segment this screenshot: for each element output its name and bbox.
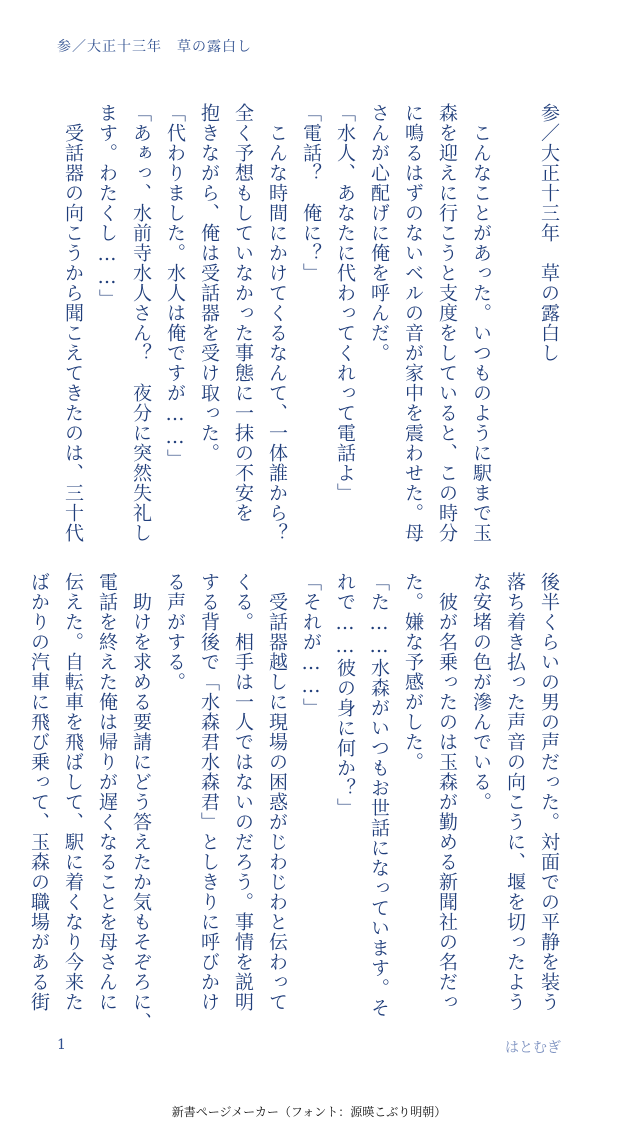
text-column: ばかりの汽車に飛び乗って、玉森の職場がある街 — [28, 572, 50, 1012]
text-column: 落ち着き払った声音の向こうに、堰を切ったよう — [504, 572, 526, 1012]
text-column: 「それが……」 — [300, 572, 322, 718]
text-column: 電話を終えた俺は帰りが遅くなることを母さんに — [96, 572, 118, 1012]
text-column: 彼が名乗ったのは玉森が勤める新聞社の名だっ — [436, 572, 458, 1012]
text-column: る声がする。 — [164, 572, 186, 692]
text-column: くる。相手は一人ではないのだろう。事情を説明 — [232, 572, 254, 1012]
text-block-bottom — [22, 572, 566, 1032]
text-column: 受話器越しに現場の困惑がじわじわと伝わって — [266, 572, 288, 1012]
text-column: 森を迎えに行こうと支度をしていると、この時分 — [436, 103, 458, 543]
title-spacer — [498, 103, 532, 523]
text-column: 助けを求める要請にどう答えたか気もそぞろに、 — [130, 572, 152, 1032]
text-column: 後半くらいの男の声だった。対面での平静を装う — [538, 572, 560, 1012]
page-number: 1 — [57, 1037, 66, 1053]
text-column: 受話器の向こうから聞こえてきたのは、三十代 — [62, 103, 84, 543]
text-column: する背後で「水森君水森君」としきりに呼びかけ — [198, 572, 220, 1012]
text-column: 「代わりました。水人は俺ですが……」 — [164, 103, 186, 469]
text-column: な安堵の色が滲んでいる。 — [470, 572, 492, 812]
text-column: ます。わたくし……」 — [96, 103, 118, 309]
text-column: さんが心配げに俺を呼んだ。 — [368, 103, 390, 363]
text-column: 「あぁっ、水前寺水人さん？ 夜分に突然失礼し — [130, 103, 152, 543]
text-column: れで……彼の身に何か？」 — [334, 572, 356, 818]
text-column: 抱きながら、俺は受話器を受け取った。 — [198, 103, 220, 463]
author-name: はとむぎ — [505, 1040, 561, 1056]
text-column: こんな時間にかけてくるなんて、一体誰から？ — [266, 103, 288, 543]
text-column: 「水人、あなたに代わってくれって電話よ」 — [334, 103, 356, 503]
text-column: 伝えた。自転車を飛ばして、駅に着くなり今来た — [62, 572, 84, 1012]
text-column: に鳴るはずのないベルの音が家中を震わせた。母 — [402, 103, 424, 543]
text-column: 「た……水森がいつもお世話になっています。そ — [368, 572, 390, 1018]
text-column: た。嫌な予感がした。 — [402, 572, 424, 772]
text-column: 「電話？ 俺に？」 — [300, 103, 322, 283]
text-column: 全く予想もしていなかった事態に一抹の不安を — [232, 103, 254, 523]
running-title: 参／大正十三年 草の露白し — [57, 39, 252, 55]
chapter-title: 参／大正十三年 草の露白し — [538, 103, 560, 363]
text-column: こんなことがあった。いつものように駅まで玉 — [470, 103, 492, 543]
generator-credit: 新書ページメーカー（フォント：源暎こぶり明朝） — [171, 1105, 447, 1119]
text-block-top — [56, 103, 566, 543]
